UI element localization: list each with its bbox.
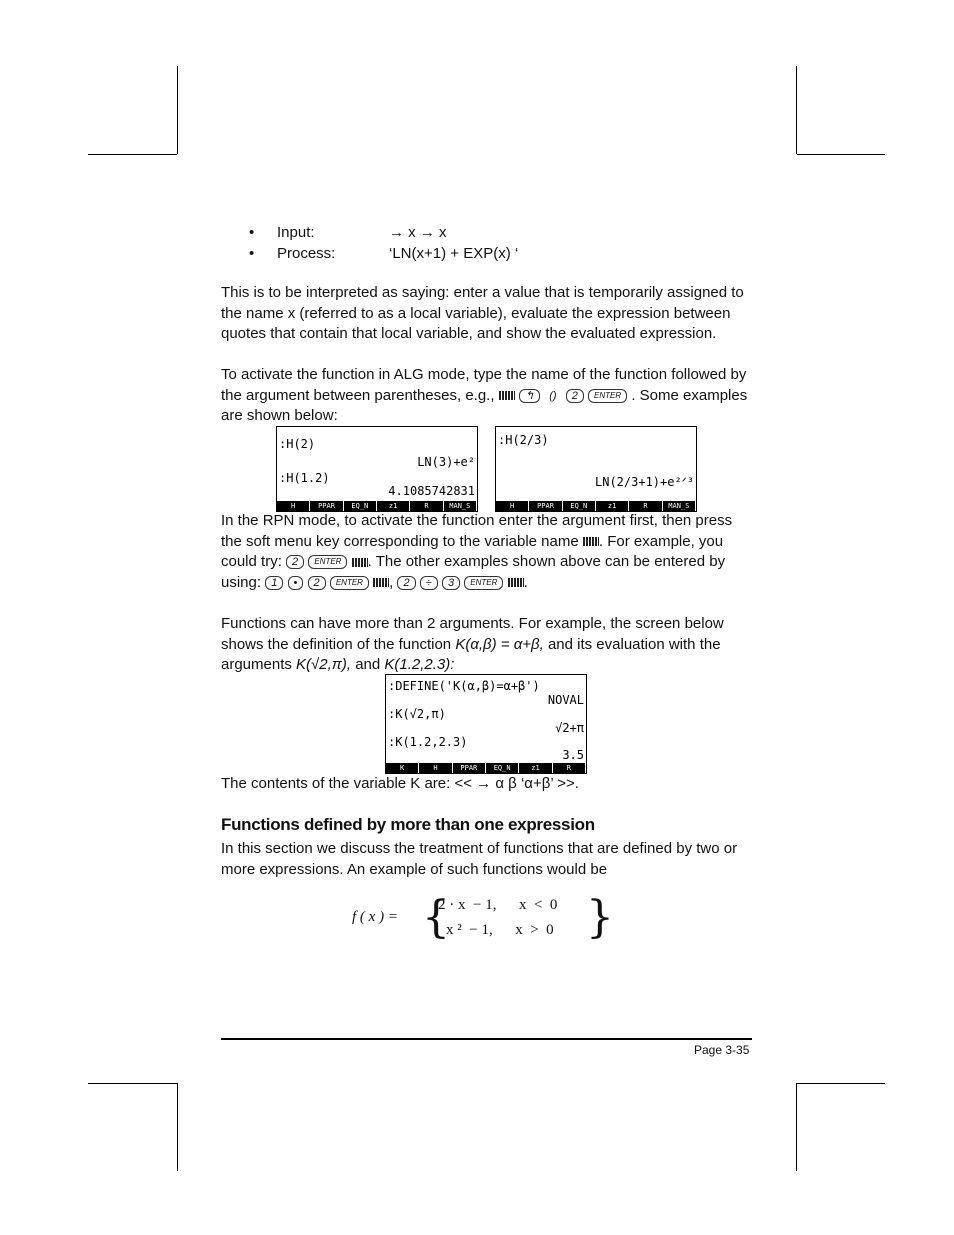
two-key-icon: 2 [308,576,326,590]
crop-mark [796,66,797,154]
piecewise-formula [352,893,612,945]
soft-menu-label: z1 [377,501,410,511]
page-number: Page 3-35 [694,1043,750,1057]
soft-menu-label: H [277,501,310,511]
soft-menu-key-icon [499,391,515,400]
paragraph-rpn-mode: In the RPN mode, to activate the function enter the argument first, then press the soft menu key corresponding to the variable name . For example, you could try: 2 ENTER . The other examples shown above can be entered by using: 1 • 2 ENTER , 2 ÷ 3 ENTER . [221,512,733,591]
soft-menu-label: z1 [596,501,629,511]
footer-rule [221,1038,752,1040]
crop-mark [797,154,885,155]
crop-mark [797,1083,885,1084]
paragraph-multiple-arguments [221,614,751,676]
two-key-icon: 2 [566,389,584,403]
text-run: and its evaluation with the arguments [221,635,721,673]
text-run: . The other examples shown above can be entered by using: [221,553,726,591]
soft-menu-label: EQ̲N [344,501,377,511]
text-run: . Some examples are shown below: [221,386,748,424]
soft-menu-bar [496,501,696,511]
text-run: Functions can have more than 2 arguments. For example, the screen below shows the definition of the function [221,615,724,653]
screen-line: :K(1.2,2.3) [388,735,468,749]
bullet-list [249,222,769,264]
text-run: and [355,656,381,673]
soft-menu-label: MAN̲S [663,501,696,511]
screen-result: NOVAL [547,693,584,707]
paragraph-piecewise-intro: In this section we discuss the treatment of functions that are defined by two or more expressions. An example of such functions would be [221,840,738,878]
paragraph-local-variable: This is to be interpreted as saying: enter a value that is temporarily assigned to the name x (referred to as a local variable), evaluate the expression between quotes that contain that local variable, and show the evaluated expression. [221,284,744,342]
screen-line: :H(2) [279,437,316,451]
soft-menu-label: K [386,763,419,773]
screen-result: 3.5 [562,748,584,762]
crop-mark [88,1083,177,1084]
paragraph-variable-contents: The contents of the variable K are: << → α β ‘α+β’ >>. [221,775,579,792]
screen-result: 4.1085742831 [388,484,475,498]
soft-menu-label: H [496,501,529,511]
screen-line: :DEFINE('K(α,β)=α+β') [388,679,540,693]
screen-line: :H(1.2) [279,471,330,485]
bullet-dot: • [249,224,255,241]
paragraph-alg-mode [221,365,751,427]
bullet-label: Input: [277,224,315,241]
soft-menu-key-icon [373,578,389,587]
soft-menu-key-icon [508,578,524,587]
function-definition: K(α,β) = α+β, [455,635,544,653]
soft-menu-label: EQ̲N [563,501,596,511]
soft-menu-label: R [410,501,443,511]
soft-menu-label: z1 [519,763,552,773]
soft-menu-label: EQ̲N [486,763,519,773]
argument-example: K(1.2,2.3): [384,656,455,673]
crop-mark [88,154,177,155]
calculator-screen-alg-h23 [495,426,697,512]
soft-menu-label: PPAR [310,501,343,511]
soft-menu-key-icon [352,558,368,567]
soft-menu-label: R [553,763,586,773]
bullet-value: → x → x [389,224,447,241]
calculator-screen-alg-h2 [276,426,478,512]
one-key-icon: 1 [265,576,283,590]
formula-case: 2 · x − 1, x < 0 [438,897,558,913]
enter-key-icon: ENTER [330,576,369,590]
soft-menu-label: MAN̲S [444,501,477,511]
bullet-dot: • [249,245,255,262]
crop-mark [177,66,178,154]
soft-menu-bar [277,501,477,511]
soft-menu-bar [386,763,586,773]
right-brace-icon: } [586,892,614,943]
three-key-icon: 3 [442,576,460,590]
text-run: In the RPN mode, to activate the function enter the argument first, then press the soft menu key corresponding to the variable name [221,512,733,550]
section-heading: Functions defined by more than one expression [221,815,595,834]
two-key-icon: 2 [397,576,415,590]
bullet-value: ‘LN(x+1) + EXP(x) ‘ [389,245,519,262]
soft-menu-label: R [629,501,662,511]
soft-menu-label: PPAR [453,763,486,773]
bullet-label: Process: [277,245,336,262]
screen-result: √2+π [555,721,584,735]
screen-line: :K(√2,π) [388,707,446,721]
parentheses-key-icon: () [549,389,557,402]
screen-result: LN(2/3+1)+e²ᐟ³ [595,475,694,489]
crop-mark [796,1083,797,1171]
enter-key-icon: ENTER [308,555,347,569]
two-key-icon: 2 [286,555,304,569]
bullet-process [249,243,769,264]
formula-lhs: f ( x ) = [352,909,398,925]
left-brace-icon: { [422,892,450,943]
bullet-input [249,222,769,243]
text-run: To activate the function in ALG mode, type the name of the function followed by the argument between parentheses, e.g., [221,366,747,404]
soft-menu-label: H [419,763,452,773]
divide-key-icon: ÷ [420,576,438,590]
calculator-screen-define-k [385,674,587,774]
screen-result: LN(3)+e² [417,455,475,469]
formula-case: x ² − 1, x > 0 [446,922,554,938]
enter-key-icon: ENTER [464,576,503,590]
left-shift-key-icon: ↰ [519,389,540,403]
dot-key-icon: • [288,576,304,590]
enter-key-icon: ENTER [588,389,627,403]
soft-menu-key-icon [583,537,599,546]
soft-menu-label: PPAR [529,501,562,511]
screen-line: :H(2/3) [498,433,549,447]
crop-mark [177,1083,178,1171]
argument-example: K(√2,π), [296,656,352,673]
text-run: . For example, you could try: [221,532,724,570]
